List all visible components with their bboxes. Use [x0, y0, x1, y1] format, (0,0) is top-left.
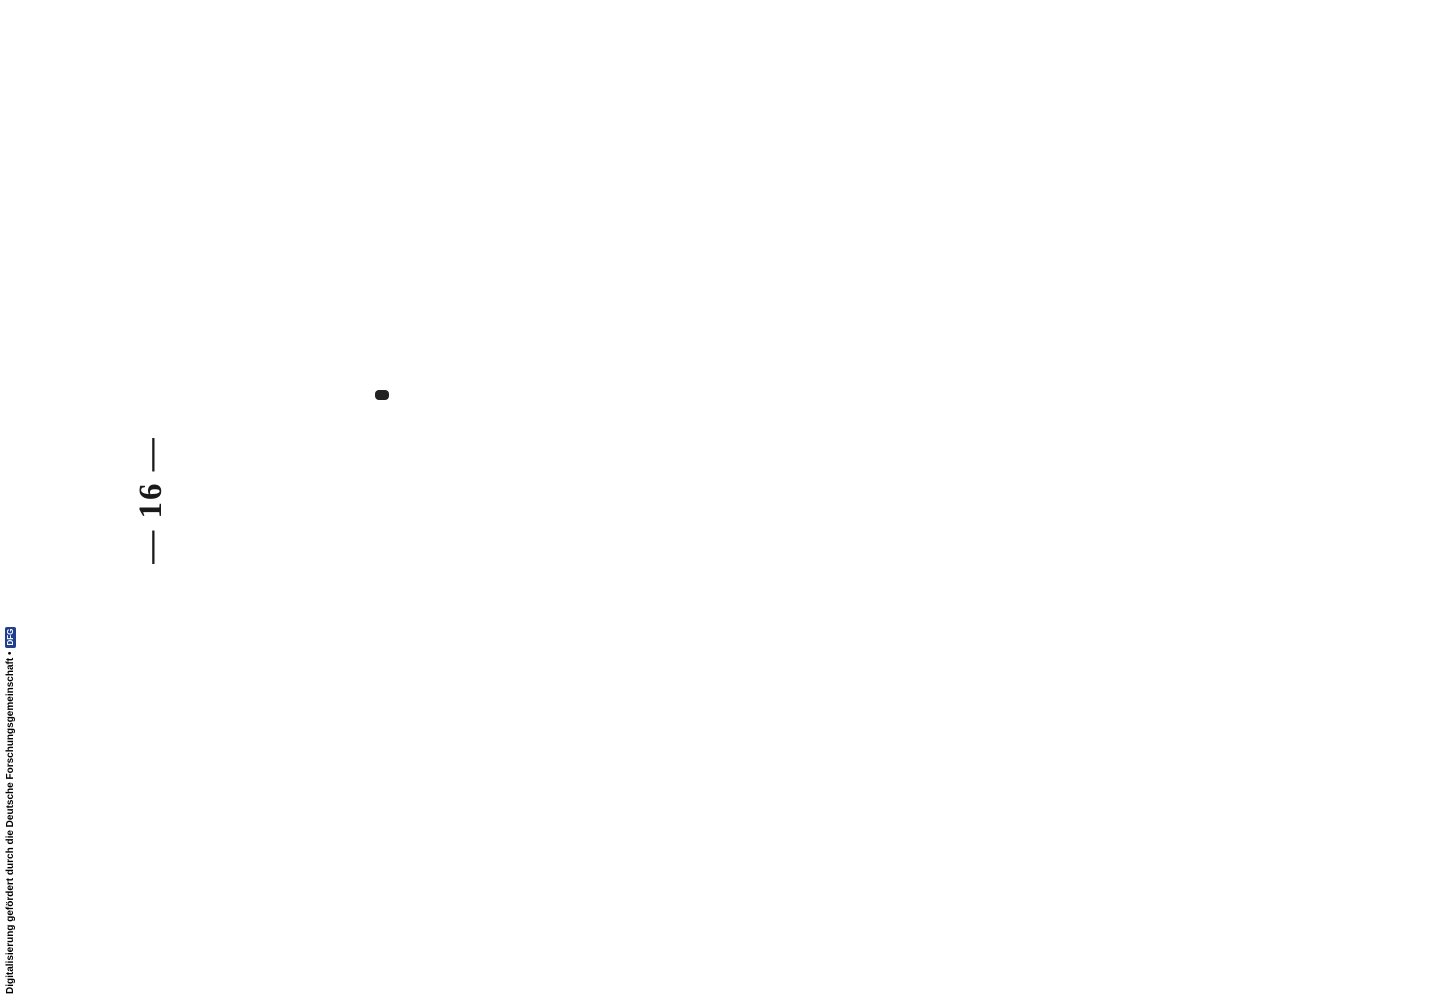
digitization-footer — [0, 0, 20, 1000]
dfg-logo: DFG — [5, 628, 15, 646]
page-number: — 16 — — [133, 436, 169, 564]
digitization-note: Digitalisierung gefördert durch die Deutsche Forschungsgemeinschaft • — [4, 651, 16, 994]
ink-stamp-mark — [375, 390, 389, 400]
